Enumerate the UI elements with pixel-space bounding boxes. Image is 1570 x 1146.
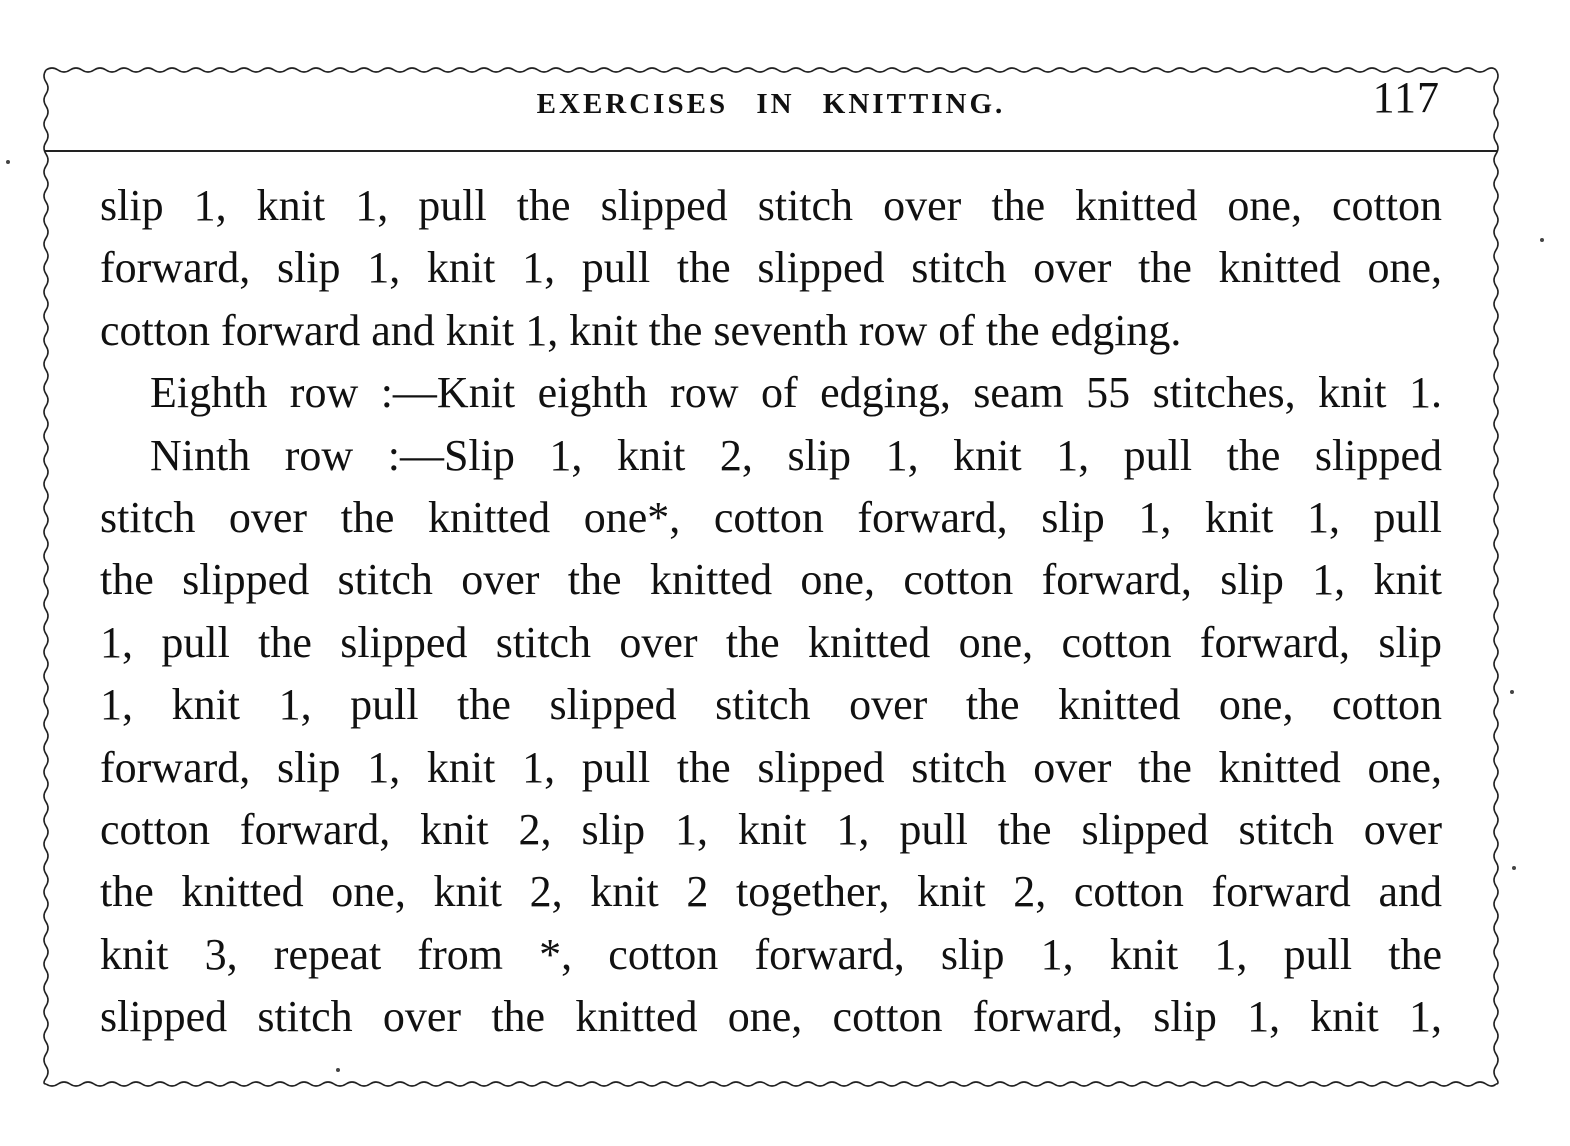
body-text [100, 175, 1442, 1048]
text-line: 1, pull the slipped stitch over the knitted one, cotton forward, slip [100, 617, 1442, 667]
text-line: forward, slip 1, knit 1, pull the slipped stitch over the knitted one, [100, 243, 1442, 293]
text-line: stitch over the knitted one*, cotton forward, slip 1, knit 1, pull [100, 492, 1442, 542]
text-line: cotton forward, knit 2, slip 1, knit 1, pull the slipped stitch over [100, 804, 1442, 854]
text-line: slip 1, knit 1, pull the slipped stitch over the knitted one, cotton [100, 181, 1442, 230]
text-line: Ninth row :—Slip 1, knit 2, slip 1, knit 1, pull the slipped [150, 430, 1442, 480]
text-line: 1, knit 1, pull the slipped stitch over the knitted one, cotton [100, 680, 1442, 730]
print-speck [1540, 238, 1544, 242]
text-line: cotton forward and knit 1, knit the seventh row of the edging. [100, 305, 1182, 355]
print-speck [1512, 866, 1516, 870]
print-speck [336, 1068, 340, 1072]
text-line: the slipped stitch over the knitted one, cotton forward, slip 1, knit [100, 555, 1442, 605]
text-line: knit 3, repeat from *, cotton forward, slip 1, knit 1, pull the [100, 929, 1442, 979]
text-line: Eighth row :—Knit eighth row of edging, seam 55 stitches, knit 1. [150, 368, 1442, 418]
text-line: the knitted one, knit 2, knit 2 together, knit 2, cotton forward and [100, 867, 1442, 917]
print-speck [1510, 690, 1514, 694]
running-header [44, 66, 1498, 152]
print-speck [6, 160, 10, 164]
text-line: forward, slip 1, knit 1, pull the slipped stitch over the knitted one, [100, 742, 1442, 792]
text-line: slipped stitch over the knitted one, cotton forward, slip 1, knit 1, [100, 992, 1442, 1042]
running-title: EXERCISES IN KNITTING. [536, 88, 1006, 120]
page-number: 117 [1372, 73, 1440, 122]
